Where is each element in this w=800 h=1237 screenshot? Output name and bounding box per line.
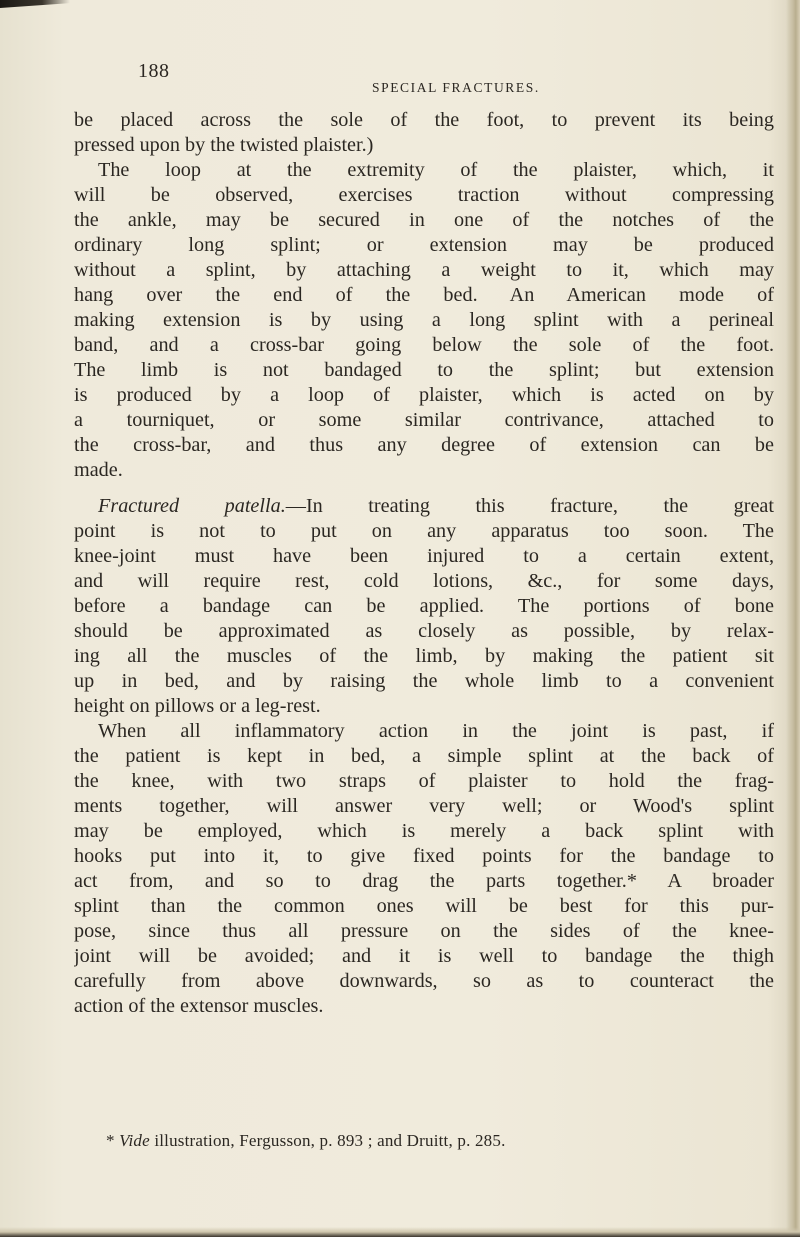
footnote-text: illustration, Fergusson, p. 893 ; and Druitt, p. 285. bbox=[154, 1131, 506, 1150]
footnote-vide: Vide bbox=[119, 1131, 150, 1150]
text-line: and will require rest, cold lotions, &c., for some days, bbox=[74, 570, 774, 592]
text-line: joint will be avoided; and it is well to bandage the thigh bbox=[74, 945, 774, 967]
paragraph bbox=[74, 719, 774, 1019]
text-line: ing all the muscles of the limb, by making the patient sit bbox=[74, 645, 774, 667]
body-text bbox=[74, 108, 774, 1019]
text-line: a tourniquet, or some similar contrivance, attached to bbox=[74, 409, 774, 431]
page-binding-edge bbox=[786, 0, 800, 1237]
text-line: band, and a cross-bar going below the sole of the foot. bbox=[74, 334, 774, 356]
text-line: may be employed, which is merely a back splint with bbox=[74, 820, 774, 842]
paragraph bbox=[74, 108, 774, 158]
text-line: When all inflammatory action in the joint is past, if bbox=[98, 720, 774, 742]
text-line: without a splint, by attaching a weight to it, which may bbox=[74, 259, 774, 281]
page-corner-shadow bbox=[0, 0, 70, 8]
text-line: height on pillows or a leg-rest. bbox=[74, 695, 321, 717]
text-line: The loop at the extremity of the plaister, which, it bbox=[98, 159, 774, 181]
page-number: 188 bbox=[138, 60, 170, 82]
page-header bbox=[0, 60, 800, 95]
text-line: the knee, with two straps of plaister to hold the frag- bbox=[74, 770, 774, 792]
text-line: will be observed, exercises traction without compressing bbox=[74, 184, 774, 206]
text-line: carefully from above downwards, so as to counteract the bbox=[74, 970, 774, 992]
text-line: pose, since thus all pressure on the sides of the knee- bbox=[74, 920, 774, 942]
text-line: action of the extensor muscles. bbox=[74, 995, 324, 1017]
paragraph bbox=[74, 158, 774, 483]
paragraph bbox=[74, 494, 774, 719]
text-line: up in bed, and by raising the whole limb to a convenient bbox=[74, 670, 774, 692]
running-head: SPECIAL FRACTURES. bbox=[372, 80, 540, 95]
paragraph-gap bbox=[74, 483, 774, 494]
text-line: hooks put into it, to give fixed points for the bandage to bbox=[74, 845, 774, 867]
text-line: The limb is not bandaged to the splint; but extension bbox=[74, 359, 774, 381]
text-line: knee-joint must have been injured to a certain extent, bbox=[74, 545, 774, 567]
text-line: made. bbox=[74, 459, 123, 481]
text-line: hang over the end of the bed. An American mode of bbox=[74, 284, 774, 306]
text-line: the cross-bar, and thus any degree of extension can be bbox=[74, 434, 774, 456]
page-bottom-edge bbox=[0, 1227, 800, 1237]
footnote bbox=[106, 1131, 506, 1151]
text-line: be placed across the sole of the foot, to prevent its being bbox=[74, 109, 774, 131]
text-line: should be approximated as closely as possible, by relax- bbox=[74, 620, 774, 642]
text-run: —In treating this fracture, the great bbox=[285, 495, 774, 517]
text-line: is produced by a loop of plaister, which is acted on by bbox=[74, 384, 774, 406]
text-line: before a bandage can be applied. The portions of bone bbox=[74, 595, 774, 617]
text-line bbox=[74, 494, 774, 519]
footnote-marker: * bbox=[106, 1131, 115, 1150]
text-line: act from, and so to drag the parts together.* A broader bbox=[74, 870, 774, 892]
text-line: pressed upon by the twisted plaister.) bbox=[74, 134, 374, 156]
text-line: the ankle, may be secured in one of the notches of the bbox=[74, 209, 774, 231]
text-line: point is not to put on any apparatus too soon. The bbox=[74, 520, 774, 542]
text-line: splint than the common ones will be best for this pur- bbox=[74, 895, 774, 917]
text-line: making extension is by using a long splint with a perineal bbox=[74, 309, 774, 331]
text-line: ments together, will answer very well; or Wood's splint bbox=[74, 795, 774, 817]
section-heading: Fractured patella. bbox=[98, 495, 286, 517]
text-line: ordinary long splint; or extension may be produced bbox=[74, 234, 774, 256]
text-line: the patient is kept in bed, a simple splint at the back of bbox=[74, 745, 774, 767]
